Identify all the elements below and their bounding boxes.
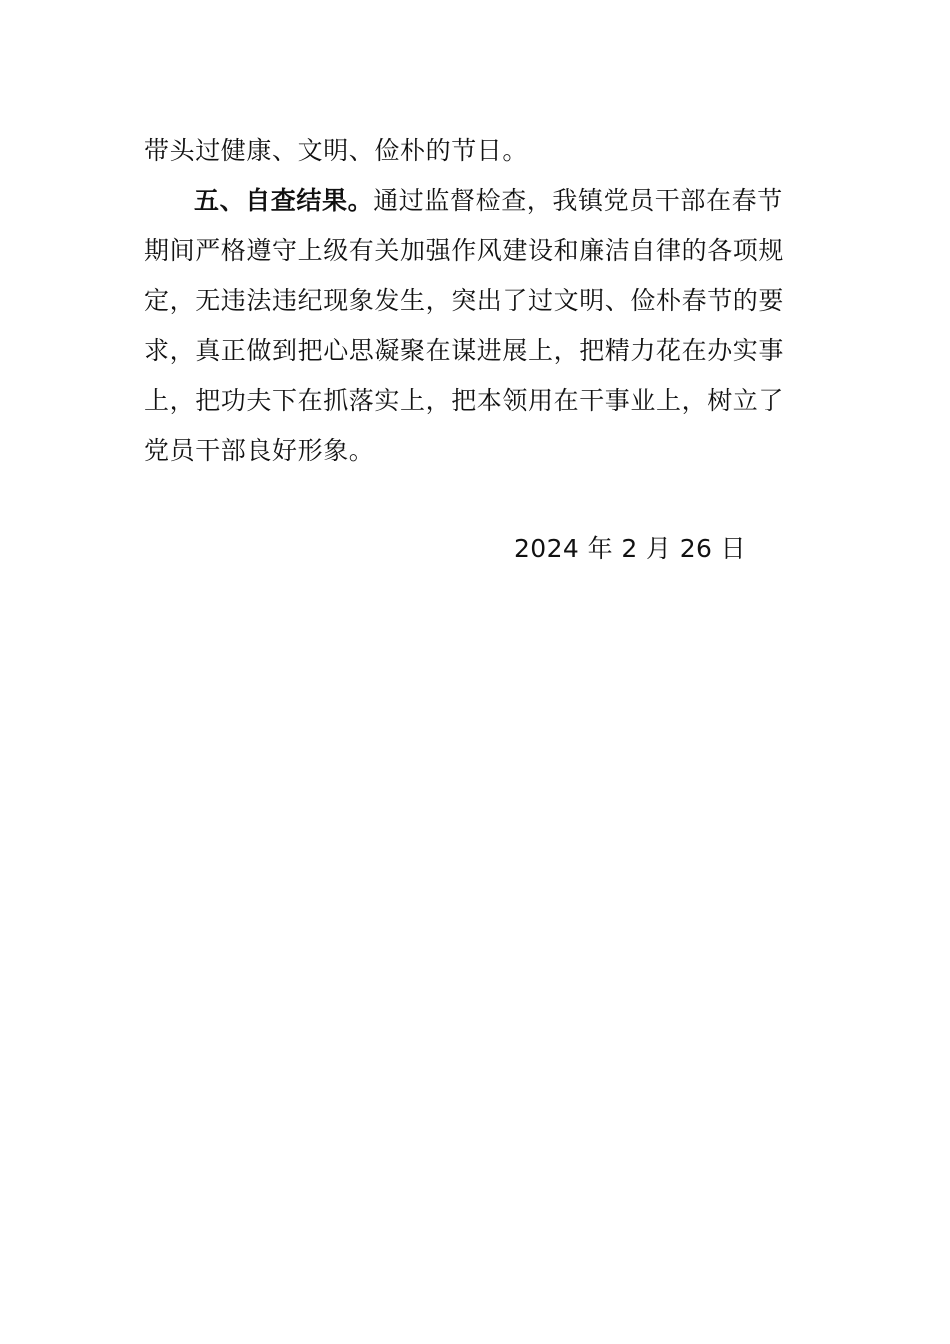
document-date: 2024 年 2 月 26 日	[514, 534, 747, 563]
document-body	[144, 126, 808, 476]
paragraph-continuation-text: 带头过健康、文明、俭朴的节日。	[144, 136, 529, 165]
section-5-paragraph	[144, 176, 808, 476]
section-5-heading: 五、自查结果。	[194, 186, 374, 215]
paragraph-continuation	[144, 126, 808, 176]
section-5-body: 通过监督检查，我镇党员干部在春节期间严格遵守上级有关加强作风建设和廉洁自律的各项规定，无违法违纪现象发生，突出了过文明、俭朴春节的要求，真正做到把心思凝聚在谋进展上，把精力花在办实事上，把功夫下在抓落实上，把本领用在干事业上，树立了党员干部良好形象。	[144, 186, 785, 465]
